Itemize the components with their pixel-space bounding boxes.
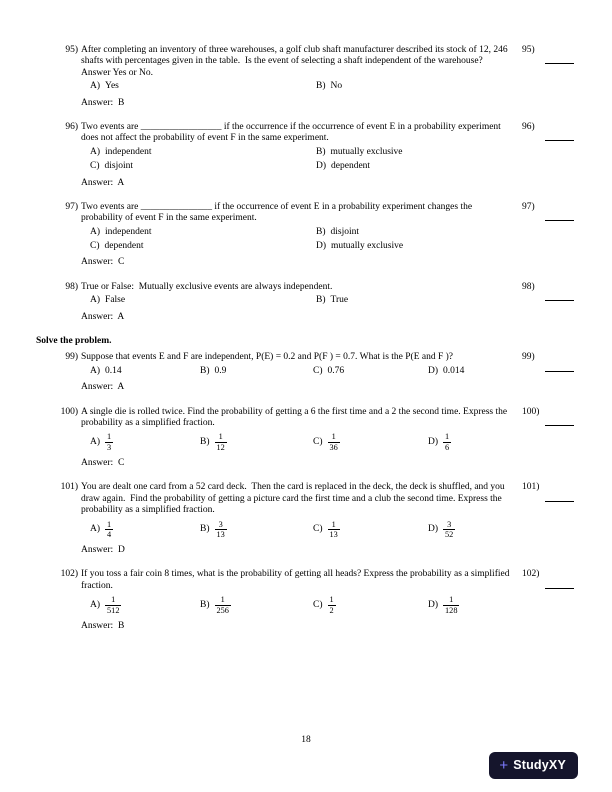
margin-answer [521,122,576,189]
answer-choice [313,519,428,541]
answer-choice [313,594,428,616]
answer-text: Answer: A [81,177,125,188]
answer-blank [545,56,574,64]
answer-text: Answer: B [81,97,125,108]
question [36,202,576,269]
answer-blank [545,213,574,221]
question-number: 96) [65,121,78,132]
margin-answer [521,569,576,632]
question-text: Suppose that events E and F are independent, P(E) = 0.2 and P(F ) = 0.7. What is the P(E and F )? [81,352,454,363]
choice-label: B) [200,437,210,448]
fraction-numerator: 1 [107,432,112,442]
fraction-value [215,595,231,616]
fraction-value [443,432,451,453]
fraction-value [443,595,459,616]
logo-text [513,759,566,772]
choice-label: A) [90,146,101,157]
question [36,407,576,470]
question-body [81,122,521,189]
answer-choice [428,594,513,616]
answer-blank [545,293,574,301]
fraction-denominator: 13 [329,530,338,540]
choice-text: 0.14 [105,365,122,376]
fraction-denominator: 52 [445,530,454,540]
studyxy-logo [489,752,578,779]
question-body [81,352,521,393]
fraction-denominator: 13 [216,530,225,540]
question-number: 99) [65,352,78,363]
choice-label: B) [200,365,210,376]
answer-choices [81,519,513,541]
margin-question-number: 98) [522,281,535,292]
margin-question-number: 102) [522,569,540,580]
answer-choice [90,366,200,377]
answer-choice [316,161,513,172]
answer-choices [81,295,513,306]
choice-text: independent [105,226,152,237]
answer-text: Answer: A [81,382,125,393]
question-text: A single die is rolled twice. Find the probability of getting a 6 the first time and a 2 the second time. Express the probability as a simplified fraction. [81,406,510,428]
fraction-numerator: 1 [328,432,340,443]
question-number: 100) [60,406,78,417]
answer-choices [81,227,513,253]
answer-choices [81,366,513,377]
choice-label: A) [90,226,101,237]
fraction-value [105,520,113,541]
choice-text: dependent [104,241,144,252]
question-body [81,202,521,269]
question-body [81,282,521,323]
choice-label: B) [200,600,210,611]
answer-choice [428,431,513,453]
questions-container [36,45,576,632]
fraction-numerator: 1 [328,520,340,531]
choice-label: A) [90,524,101,535]
answer-choice [90,147,316,158]
choice-label: C) [313,437,323,448]
fraction-denominator: 512 [107,606,120,616]
answer-text: Answer: C [81,257,125,268]
answer-choice [316,241,513,252]
choice-label: A) [90,600,101,611]
margin-question-number: 99) [522,352,535,363]
answer-text: Answer: B [81,620,125,631]
answer-blank [545,133,574,141]
answer-choice [313,431,428,453]
answer-choice [428,519,513,541]
answer-choice [200,594,313,616]
question [36,482,576,556]
section-header: Solve the problem. [36,336,112,347]
choice-label: B) [316,81,326,92]
margin-question-number: 100) [522,406,540,417]
answer-blank [545,364,574,372]
choice-label: D) [428,365,439,376]
question [36,352,576,393]
margin-question-number: 97) [522,201,535,212]
choice-label: C) [313,524,323,535]
answer-choice [90,594,200,616]
choice-label: D) [316,161,327,172]
fraction-denominator: 4 [107,530,112,540]
margin-answer [521,202,576,269]
answer-choice [90,81,316,92]
fraction-numerator: 3 [215,520,227,531]
fraction-numerator: 3 [443,520,455,531]
question [36,282,576,323]
fraction-denominator: 256 [216,606,229,616]
answer-choice [316,227,513,238]
fraction-numerator: 1 [445,432,450,442]
question-text: Two events are _______________ if the occurrence of event E in a probability experiment changes the probability of event F in the same experiment. [81,201,475,224]
choice-label: A) [90,437,101,448]
answer-choice [316,147,513,158]
fraction-value [328,432,340,453]
choice-label: B) [200,524,210,535]
fraction-denominator: 12 [216,443,225,453]
fraction-denominator: 128 [445,606,458,616]
choice-label: D) [316,241,327,252]
answer-choices [81,81,513,92]
fraction-numerator: 1 [215,432,227,443]
fraction-value [328,595,336,616]
answer-choice [90,227,316,238]
page-number: 18 [301,734,311,745]
question-body [81,407,521,470]
question-text: If you toss a fair coin 8 times, what is the probability of getting all heads? Express the probability as a simplified fraction. [81,569,512,591]
margin-answer [521,352,576,393]
choice-text: False [105,295,126,306]
logo-xy: XY [548,758,566,773]
answer-blank [545,581,574,589]
answer-blank [545,418,574,426]
answer-text: Answer: D [81,545,125,556]
answer-choice [90,295,316,306]
margin-answer [521,45,576,109]
margin-answer [521,282,576,323]
answer-choice [90,431,200,453]
choice-label: A) [90,365,101,376]
margin-question-number: 95) [522,45,535,55]
answer-choice [200,431,313,453]
choice-text: independent [105,146,152,157]
choice-label: D) [428,524,439,535]
fraction-numerator: 1 [443,595,459,606]
fraction-value [215,432,227,453]
question-text: You are dealt one card from a 52 card deck. Then the card is replaced in the deck, the deck is shuffled, and you draw again. Find the probability of getting a picture card the first time and a club the second time. Express the probability as a simplified fraction. [81,482,508,516]
choice-text: mutually exclusive [331,241,404,252]
question-number: 95) [65,45,78,55]
question-body [81,482,521,556]
question-number: 98) [65,281,78,292]
choice-text: mutually exclusive [330,146,403,157]
choice-text: 0.76 [327,365,345,376]
fraction-numerator: 1 [105,595,121,606]
fraction-value [328,520,340,541]
question [36,45,576,109]
fraction-numerator: 1 [329,595,334,605]
answer-choices [81,431,513,453]
choice-label: C) [90,241,100,252]
fraction-denominator: 3 [107,443,112,453]
fraction-value [105,432,113,453]
choice-label: A) [90,81,101,92]
choice-text: 0.014 [443,365,465,376]
answer-choices [81,147,513,173]
choice-label: D) [428,437,439,448]
question-text: Two events are _________________ if the occurrence if the occurrence of event E in a probability experiment does not affect the probability of event F in the same experiment. [81,121,504,144]
choice-label: B) [316,295,326,306]
choice-text: disjoint [330,226,360,237]
answer-choice [200,366,313,377]
answer-choices [81,594,513,616]
answer-choice [428,366,513,377]
fraction-denominator: 6 [445,443,450,453]
answer-choice [90,241,316,252]
fraction-value [215,520,227,541]
question-text: After completing an inventory of three warehouses, a golf club shaft manufacturer described its stock of 12, 246 shafts with percentages given in the table. Is the event of selecting a shaft independent of the warehouse? Answer Yes or No. [81,45,510,78]
answer-text: Answer: C [81,457,125,468]
answer-choice [90,519,200,541]
plus-icon: + [499,757,509,774]
fraction-denominator: 2 [329,606,334,616]
answer-blank [545,494,574,502]
answer-choice [200,519,313,541]
choice-text: True [330,295,349,306]
choice-text: No [330,81,343,92]
logo-study: Study [513,758,549,773]
question-text: True or False: Mutually exclusive events are always independent. [81,281,333,292]
margin-answer [521,407,576,470]
margin-question-number: 101) [522,482,540,493]
answer-choice [316,295,513,306]
choice-text: disjoint [104,161,134,172]
choice-label: B) [316,226,326,237]
fraction-value [105,595,121,616]
choice-text: 0.9 [214,365,227,376]
question-number: 102) [60,569,78,580]
question-number: 101) [60,482,78,493]
fraction-value [443,520,455,541]
question-number: 97) [65,201,78,212]
fraction-denominator: 36 [329,443,338,453]
answer-text: Answer: A [81,311,125,322]
margin-answer [521,482,576,556]
question [36,569,576,632]
answer-choice [90,161,316,172]
question-body [81,45,521,109]
choice-label: C) [90,161,100,172]
question [36,122,576,189]
answer-choice [313,366,428,377]
choice-label: C) [313,600,323,611]
question-body [81,569,521,632]
choice-text: Yes [105,81,119,92]
choice-label: D) [428,600,439,611]
choice-label: B) [316,146,326,157]
fraction-numerator: 1 [215,595,231,606]
choice-text: dependent [331,161,371,172]
fraction-numerator: 1 [107,519,112,529]
choice-label: A) [90,295,101,306]
choice-label: C) [313,365,323,376]
answer-choice [316,81,513,92]
margin-question-number: 96) [522,121,535,132]
